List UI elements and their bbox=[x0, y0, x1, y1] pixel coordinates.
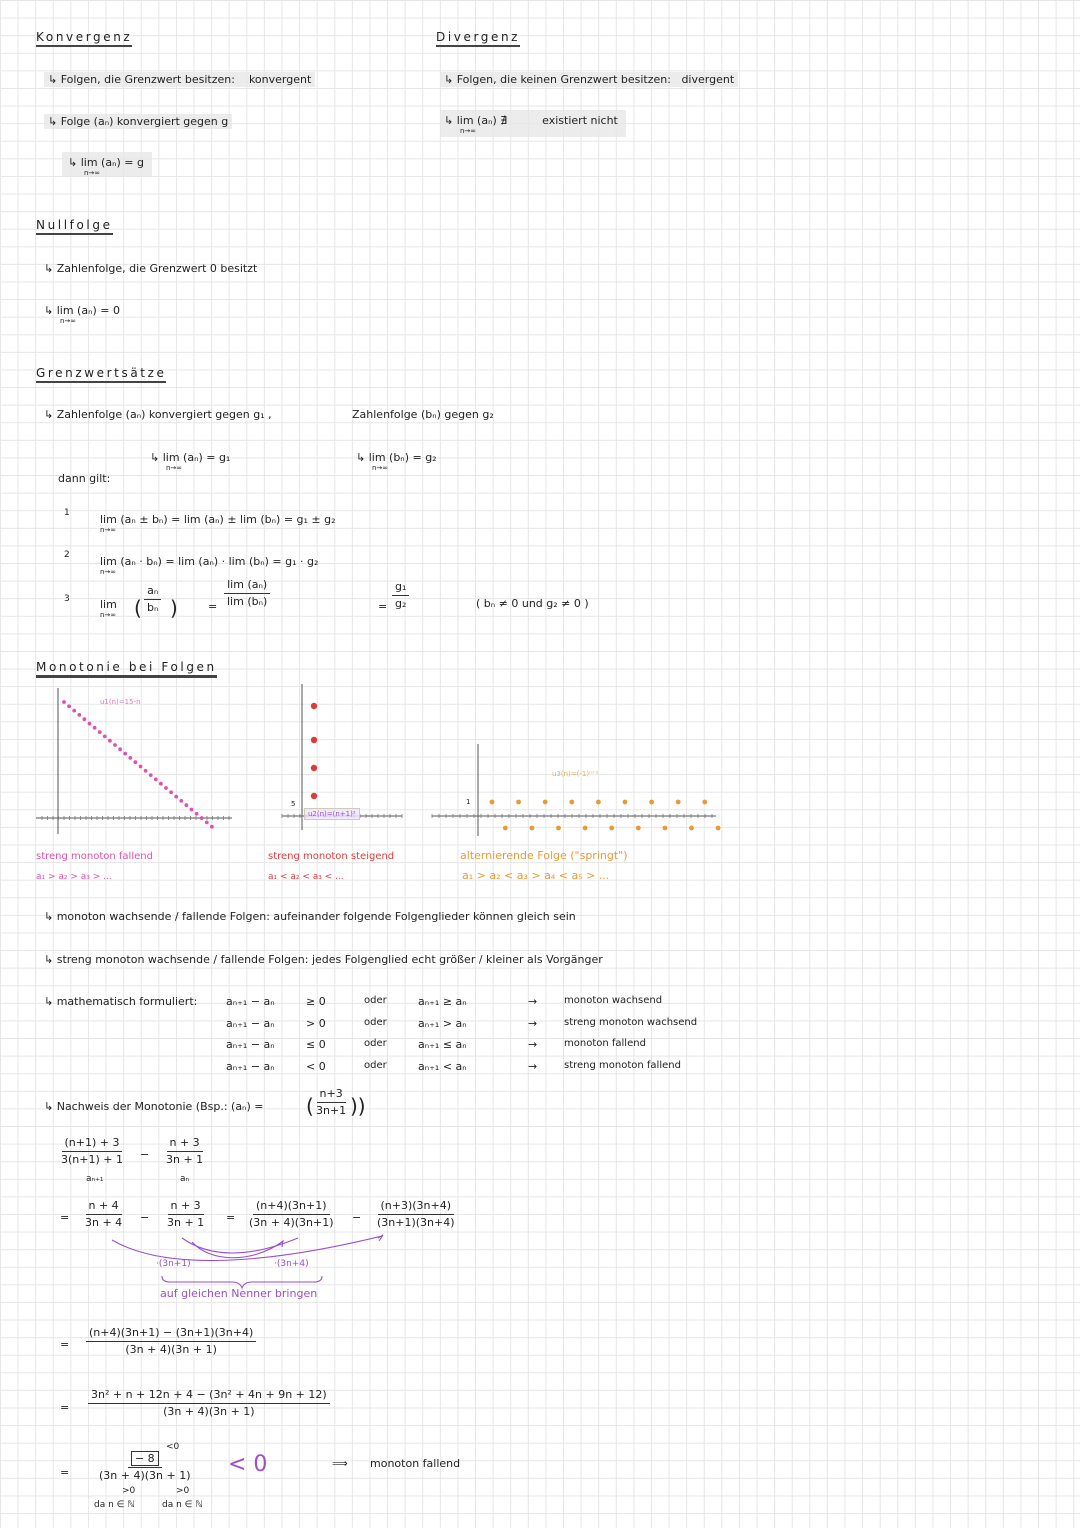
graph2-label: u2(n)=(n+1)² bbox=[304, 808, 360, 820]
graph2-tick: 5 bbox=[291, 800, 296, 808]
graph3-point bbox=[716, 826, 721, 831]
nachweis-title-den: 3n+1 bbox=[316, 1103, 347, 1117]
table-row-0-diff: aₙ₊₁ − aₙ bbox=[226, 995, 275, 1008]
monotonie-title: Monotonie bei Folgen bbox=[36, 660, 217, 678]
table-row-1-res: streng monoton wachsend bbox=[564, 1016, 698, 1028]
step2-c-num: (n+4)(3n+1) bbox=[253, 1199, 330, 1215]
graph-alternating-sequence bbox=[430, 740, 720, 840]
grenzwertsaetze-lim-b-sub: n→∞ bbox=[372, 464, 389, 472]
rule-3-lim: lim bbox=[100, 598, 117, 611]
graph3-point bbox=[490, 800, 495, 805]
nullfolge-limit: ↳ lim (aₙ) = 0 bbox=[44, 304, 120, 317]
step5-num-wrap bbox=[128, 1452, 162, 1468]
graph3-point bbox=[543, 800, 548, 805]
rule-3-g-den: g₂ bbox=[395, 596, 407, 610]
graph1-point bbox=[185, 803, 189, 807]
nullfolge-limit-sub: n→∞ bbox=[60, 317, 77, 325]
table-row-0-res: monoton wachsend bbox=[564, 995, 663, 1006]
math-label: ↳ mathematisch formuliert: bbox=[44, 995, 198, 1008]
divergenz-title: Divergenz bbox=[436, 30, 520, 47]
table-row-2-res: monoton fallend bbox=[564, 1038, 646, 1049]
step2-b-den: 3n + 1 bbox=[167, 1215, 205, 1229]
graph1-point bbox=[210, 825, 214, 829]
graph2-caption: streng monoton steigend bbox=[268, 851, 395, 862]
grenzwertsaetze-intro-b: Zahlenfolge (bₙ) gegen g₂ bbox=[352, 408, 494, 421]
graph3-point bbox=[503, 826, 508, 831]
graph1-point bbox=[154, 778, 158, 782]
graph2-point bbox=[311, 793, 317, 799]
graph1-caption: streng monoton fallend bbox=[36, 851, 153, 862]
rule-3-lim-den: lim (bₙ) bbox=[227, 594, 268, 608]
rule-3-paren-right: ) bbox=[170, 596, 178, 620]
table-row-2-cmp: aₙ₊₁ ≤ aₙ bbox=[418, 1038, 467, 1051]
step5-eq: = bbox=[60, 1466, 70, 1479]
nullfolge-title: Nullfolge bbox=[36, 218, 113, 235]
step5-gt0-a: >0 bbox=[122, 1486, 136, 1496]
step5-num: − 8 bbox=[131, 1451, 159, 1466]
table-row-1-diff: aₙ₊₁ − aₙ bbox=[226, 1016, 275, 1030]
graph2-point bbox=[311, 737, 317, 743]
nullfolge-definition: ↳ Zahlenfolge, die Grenzwert 0 besitzt bbox=[44, 262, 258, 275]
graph3-point bbox=[702, 800, 707, 805]
rule-1-sub: n→∞ bbox=[100, 526, 117, 534]
step2-eq-2: = bbox=[226, 1211, 236, 1224]
grenzwertsaetze-lim-a-sub: n→∞ bbox=[166, 464, 183, 472]
konvergenz-limit-expr: ↳ lim (aₙ) = g bbox=[68, 156, 144, 169]
graph3-point bbox=[636, 826, 641, 831]
table-row-3-res: streng monoton fallend bbox=[564, 1059, 681, 1071]
graph1-point bbox=[118, 747, 122, 751]
rule-3-g-fraction bbox=[392, 580, 409, 611]
cross-arrow-3 bbox=[182, 1238, 298, 1253]
divergenz-definition bbox=[440, 72, 738, 87]
graph1-point bbox=[128, 756, 132, 760]
divergenz-limit-sub: n→∞ bbox=[460, 127, 477, 135]
step1-fraction-b bbox=[163, 1136, 206, 1167]
rule-3-fraction-num: aₙ bbox=[144, 584, 161, 600]
graph3-point bbox=[569, 800, 574, 805]
konvergenz-limit bbox=[62, 152, 152, 177]
graph3-point bbox=[609, 826, 614, 831]
table-row-3-cmp: aₙ₊₁ < aₙ bbox=[418, 1059, 467, 1073]
konvergenz-definition-value: konvergent bbox=[248, 73, 312, 86]
rule-3-eq-2: = bbox=[378, 600, 388, 613]
graph1-point bbox=[72, 709, 76, 713]
step1-a-num: (n+1) + 3 bbox=[62, 1136, 123, 1152]
step4-eq: = bbox=[60, 1401, 70, 1414]
step2-fraction-b bbox=[164, 1199, 207, 1230]
implies-arrow: ⟹ bbox=[332, 1457, 348, 1470]
step5-fraction bbox=[96, 1452, 194, 1483]
rule-1-number: 1 bbox=[64, 508, 70, 518]
grenzwertsaetze-intro-a: ↳ Zahlenfolge (aₙ) konvergiert gegen g₁ , bbox=[44, 408, 272, 421]
graph1-point bbox=[205, 821, 209, 825]
graph1-point bbox=[98, 730, 102, 734]
step3-den: (3n + 4)(3n + 1) bbox=[125, 1342, 217, 1356]
brace-label: auf gleichen Nenner bringen bbox=[160, 1287, 318, 1300]
divergenz-definition-value: divergent bbox=[681, 73, 735, 86]
step3-fraction bbox=[86, 1326, 256, 1357]
graph3-point bbox=[623, 800, 628, 805]
table-row-0-oder: oder bbox=[364, 995, 387, 1006]
step2-a-den: 3n + 4 bbox=[85, 1215, 123, 1229]
step4-num: 3n² + n + 12n + 4 − (3n² + 4n + 9n + 12) bbox=[88, 1388, 330, 1404]
nachweis-title: ↳ Nachweis der Monotonie (Bsp.: (aₙ) = bbox=[44, 1100, 264, 1113]
step5-gt0-b: >0 bbox=[176, 1486, 190, 1496]
rule-3-eq-1: = bbox=[208, 600, 218, 613]
graph3-point bbox=[663, 826, 668, 831]
table-row-1-oder: oder bbox=[364, 1016, 387, 1028]
nachweis-paren-left: ( bbox=[306, 1094, 314, 1118]
graph1-point bbox=[159, 782, 163, 786]
grenzwertsaetze-title: Grenzwertsätze bbox=[36, 366, 166, 383]
monotonie-note-2: ↳ streng monoton wachsende / fallende Folgen: jedes Folgenglied echt größer / kleiner als Vorgänger bbox=[44, 953, 603, 966]
step1-a-label: aₙ₊₁ bbox=[86, 1174, 104, 1184]
step4-fraction bbox=[88, 1388, 330, 1419]
table-row-3-arrow: → bbox=[528, 1059, 538, 1073]
step2-eq: = bbox=[60, 1211, 70, 1224]
step2-b-num: n + 3 bbox=[168, 1199, 204, 1215]
rule-3-g-num: g₁ bbox=[392, 580, 409, 596]
monotonie-note-1: ↳ monoton wachsende / fallende Folgen: aufeinander folgende Folgenglieder können gleich sein bbox=[44, 910, 576, 923]
graph3-tick: 1 bbox=[466, 798, 471, 806]
rule-1: lim (aₙ ± bₙ) = lim (aₙ) ± lim (bₙ) = g₁ ± g₂ bbox=[100, 513, 336, 526]
graph3-label: u3(n)=(-1)ⁿ⁺¹ bbox=[552, 770, 599, 778]
table-row-1-cmp: aₙ₊₁ > aₙ bbox=[418, 1016, 467, 1030]
step2-minus-1: − bbox=[140, 1211, 150, 1224]
grenzwertsaetze-dann: dann gilt: bbox=[58, 472, 111, 485]
table-row-3-rel: < 0 bbox=[306, 1059, 326, 1073]
step2-d-num: (n+3)(3n+4) bbox=[378, 1199, 455, 1215]
graph1-label: u1(n)=15-n bbox=[100, 698, 141, 706]
graph1-point bbox=[77, 713, 81, 717]
divergenz-limit-note: existiert nicht bbox=[542, 114, 618, 127]
graph1-point bbox=[174, 795, 178, 799]
graph1-point bbox=[179, 799, 183, 803]
rule-3-number: 3 bbox=[64, 594, 70, 604]
rule-3-lim-num: lim (aₙ) bbox=[224, 578, 270, 594]
table-row-1-rel: > 0 bbox=[306, 1016, 326, 1030]
step3-eq: = bbox=[60, 1338, 70, 1351]
step1-a-den: 3(n+1) + 1 bbox=[61, 1152, 123, 1166]
table-row-3-oder: oder bbox=[364, 1059, 387, 1071]
step5-da-n-a: da n ∈ ℕ bbox=[94, 1500, 135, 1510]
graph3-point bbox=[676, 800, 681, 805]
rule-3-condition: ( bₙ ≠ 0 und g₂ ≠ 0 ) bbox=[476, 597, 589, 610]
graph1-point bbox=[169, 790, 173, 794]
graph1-point bbox=[93, 726, 97, 730]
step4-den: (3n + 4)(3n + 1) bbox=[163, 1404, 255, 1418]
step1-fraction-a bbox=[58, 1136, 126, 1167]
step5-da-n-b: da n ∈ ℕ bbox=[162, 1500, 203, 1510]
graph1-point bbox=[113, 743, 117, 747]
graph3-point bbox=[689, 826, 694, 831]
table-row-2-arrow: → bbox=[528, 1038, 538, 1051]
graph2-relation: a₁ < a₂ < a₃ < ... bbox=[268, 872, 344, 882]
conclusion: monoton fallend bbox=[370, 1457, 461, 1470]
step2-c-den: (3n + 4)(3n+1) bbox=[249, 1215, 334, 1229]
graph3-point bbox=[556, 826, 561, 831]
graph-falling-sequence bbox=[36, 686, 236, 846]
nachweis-paren-right: )) bbox=[350, 1094, 366, 1118]
konvergenz-definition-text: ↳ Folgen, die Grenzwert besitzen: bbox=[48, 73, 235, 86]
step2-fraction-d bbox=[374, 1199, 458, 1230]
step2-fraction-c bbox=[246, 1199, 337, 1230]
nachweis-title-num: n+3 bbox=[317, 1087, 346, 1103]
divergenz-limit-expr: ↳ lim (aₙ) ∄ bbox=[444, 114, 508, 127]
rule-3-fraction-den: bₙ bbox=[147, 600, 159, 614]
graph1-point bbox=[123, 752, 127, 756]
table-row-1-arrow: → bbox=[528, 1016, 538, 1030]
step5-den: (3n + 4)(3n + 1) bbox=[99, 1468, 191, 1482]
step1-b-den: 3n + 1 bbox=[166, 1152, 204, 1166]
step1-b-num: n + 3 bbox=[167, 1136, 203, 1152]
graph2-point bbox=[311, 703, 317, 709]
divergenz-definition-text: ↳ Folgen, die keinen Grenzwert besitzen: bbox=[444, 73, 671, 86]
rule-3-paren-left: ( bbox=[134, 596, 142, 620]
graph1-point bbox=[134, 760, 138, 764]
graph1-point bbox=[164, 786, 168, 790]
rule-2: lim (aₙ · bₙ) = lim (aₙ) · lim (bₙ) = g₁ · g₂ bbox=[100, 555, 319, 568]
step3-num: (n+4)(3n+1) − (3n+1)(3n+4) bbox=[86, 1326, 256, 1342]
graph3-point bbox=[596, 800, 601, 805]
graph3-point bbox=[649, 800, 654, 805]
step2-a-num: n + 4 bbox=[86, 1199, 122, 1215]
grenzwertsaetze-lim-a: ↳ lim (aₙ) = g₁ bbox=[150, 451, 231, 464]
step5-result: < 0 bbox=[228, 1452, 268, 1477]
step2-minus-2: − bbox=[352, 1211, 362, 1224]
table-row-3-diff: aₙ₊₁ − aₙ bbox=[226, 1059, 275, 1073]
graph1-point bbox=[88, 722, 92, 726]
step2-fraction-a bbox=[82, 1199, 125, 1230]
divergenz-limit bbox=[440, 110, 626, 137]
step2-d-den: (3n+1)(3n+4) bbox=[377, 1215, 455, 1229]
konvergenz-definition bbox=[44, 72, 315, 87]
rule-2-number: 2 bbox=[64, 550, 70, 560]
rule-3-lim-fraction bbox=[224, 578, 270, 609]
graph1-point bbox=[83, 717, 87, 721]
graph1-relation: a₁ > a₂ > a₃ > ... bbox=[36, 872, 112, 882]
cross-arrowhead-1 bbox=[378, 1235, 383, 1241]
table-row-0-cmp: aₙ₊₁ ≥ aₙ bbox=[418, 995, 467, 1008]
graph1-point bbox=[108, 739, 112, 743]
graph3-point bbox=[530, 826, 535, 831]
table-row-0-rel: ≥ 0 bbox=[306, 995, 326, 1008]
graph3-caption: alternierende Folge ("springt") bbox=[460, 849, 628, 862]
table-row-2-rel: ≤ 0 bbox=[306, 1038, 326, 1051]
multiplier-a: ·(3n+1) bbox=[156, 1259, 191, 1269]
table-row-2-diff: aₙ₊₁ − aₙ bbox=[226, 1038, 275, 1051]
grenzwertsaetze-lim-b: ↳ lim (bₙ) = g₂ bbox=[356, 451, 437, 464]
graph3-point bbox=[583, 826, 588, 831]
graph1-point bbox=[103, 735, 107, 739]
konvergenz-folge: ↳ Folge (aₙ) konvergiert gegen g bbox=[44, 114, 232, 129]
graph1-point bbox=[67, 704, 71, 708]
step1-b-label: aₙ bbox=[180, 1174, 190, 1184]
graph3-relation: a₁ > a₂ < a₃ > a₄ < a₅ > ... bbox=[462, 869, 610, 882]
nachweis-title-fraction bbox=[313, 1087, 349, 1118]
konvergenz-title: Konvergenz bbox=[36, 30, 132, 47]
konvergenz-limit-sub: n→∞ bbox=[84, 169, 101, 177]
table-row-2-oder: oder bbox=[364, 1038, 387, 1049]
graph2-point bbox=[311, 765, 317, 771]
graph1-point bbox=[149, 773, 153, 777]
graph3-point bbox=[516, 800, 521, 805]
rule-3-lim-sub: n→∞ bbox=[100, 611, 117, 619]
multiplier-b: ·(3n+4) bbox=[274, 1259, 309, 1269]
rule-2-sub: n→∞ bbox=[100, 568, 117, 576]
rule-3-fraction bbox=[144, 584, 161, 615]
graph1-point bbox=[190, 808, 194, 812]
graph1-point bbox=[139, 765, 143, 769]
graph1-point bbox=[195, 812, 199, 816]
graph1-point bbox=[144, 769, 148, 773]
table-row-0-arrow: → bbox=[528, 995, 538, 1008]
step1-minus: − bbox=[140, 1148, 150, 1161]
graph1-point bbox=[62, 700, 66, 704]
step5-lt0: <0 bbox=[166, 1442, 180, 1452]
graph1-point bbox=[200, 816, 204, 820]
